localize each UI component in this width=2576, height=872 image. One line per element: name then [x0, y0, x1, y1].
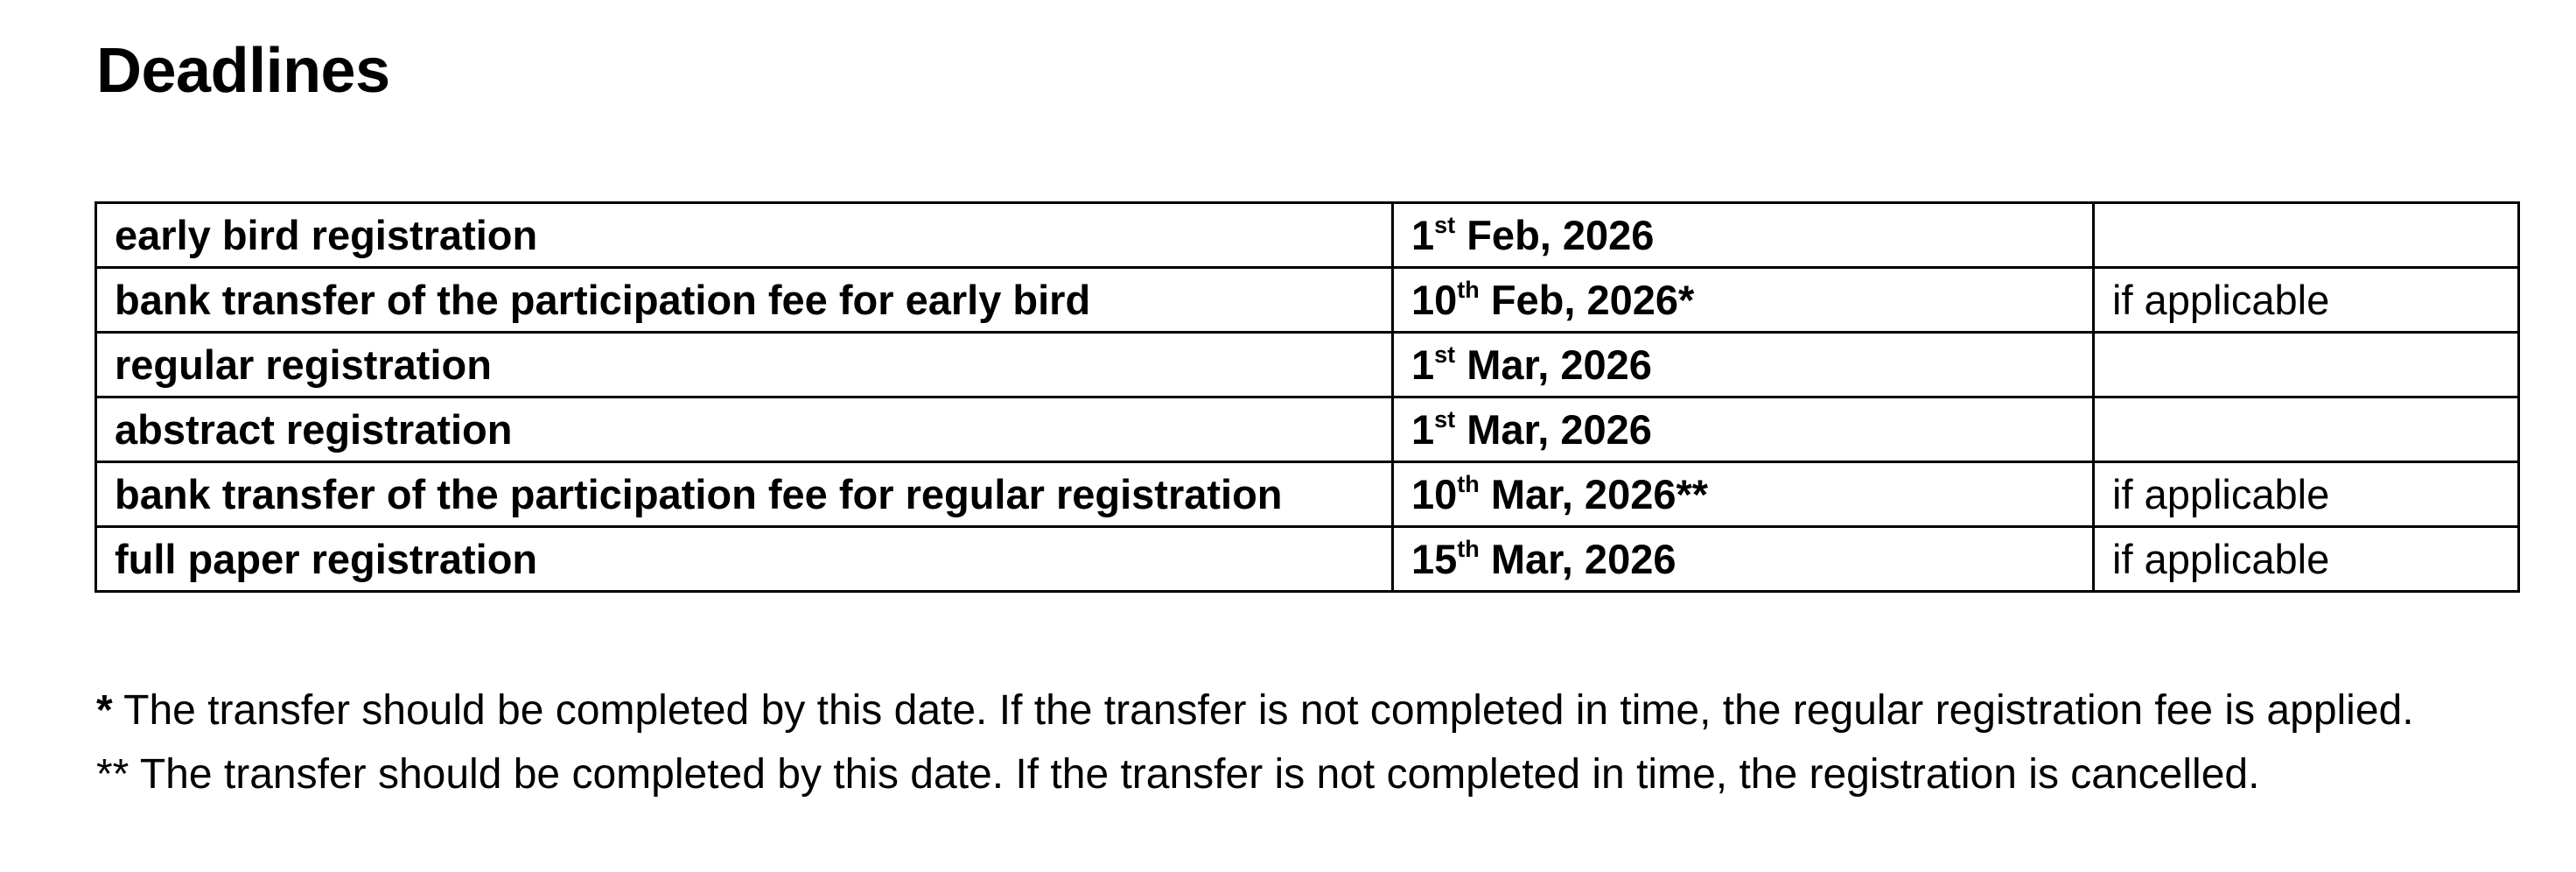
date-day: 1: [1411, 341, 1435, 388]
event-cell: regular registration: [96, 333, 1393, 397]
table-row: [96, 397, 2519, 462]
date-day: 1: [1411, 212, 1435, 258]
footnote-text: The transfer should be completed by this date. If the transfer is not completed in time, the registration is cancelled.: [129, 751, 2260, 798]
page-title: Deadlines: [96, 36, 390, 106]
footnote-marker: **: [96, 751, 130, 798]
date-ordinal-suffix: st: [1434, 212, 1456, 239]
footnote-early-bird: [96, 679, 2414, 742]
event-cell: bank transfer of the participation fee for early bird: [96, 268, 1393, 333]
event-cell: early bird registration: [96, 203, 1393, 268]
date-day: 15: [1411, 536, 1458, 582]
date-cell: [1393, 527, 2094, 592]
event-cell: abstract registration: [96, 397, 1393, 462]
footnote-text: The transfer should be completed by this date. If the transfer is not completed in time, the regular registration fee is applied.: [112, 687, 2414, 734]
footnote-marker: *: [96, 687, 113, 734]
note-cell: [2094, 203, 2519, 268]
footnote-regular: [96, 742, 2414, 806]
date-ordinal-suffix: th: [1457, 471, 1480, 498]
date-cell: [1393, 333, 2094, 397]
table-row: [96, 268, 2519, 333]
date-month-year: Mar, 2026: [1455, 341, 1652, 388]
note-cell: [2094, 333, 2519, 397]
date-cell: [1393, 397, 2094, 462]
event-cell: full paper registration: [96, 527, 1393, 592]
table-row: [96, 203, 2519, 268]
date-ordinal-suffix: th: [1457, 277, 1480, 304]
date-month-year: Feb, 2026: [1455, 212, 1655, 258]
table-row: [96, 527, 2519, 592]
date-ordinal-suffix: st: [1434, 406, 1456, 433]
table-row: [96, 333, 2519, 397]
date-month-year: Mar, 2026: [1479, 536, 1676, 582]
date-day: 10: [1411, 471, 1458, 517]
footnotes: [96, 679, 2414, 806]
date-month-year: Mar, 2026**: [1479, 471, 1709, 517]
note-cell: if applicable: [2094, 268, 2519, 333]
deadlines-table: [94, 201, 2520, 593]
note-cell: if applicable: [2094, 462, 2519, 527]
date-day: 1: [1411, 406, 1435, 453]
note-cell: if applicable: [2094, 527, 2519, 592]
event-cell: bank transfer of the participation fee for regular registration: [96, 462, 1393, 527]
date-cell: [1393, 462, 2094, 527]
date-month-year: Feb, 2026*: [1479, 277, 1695, 323]
date-ordinal-suffix: st: [1434, 341, 1456, 369]
note-cell: [2094, 397, 2519, 462]
date-month-year: Mar, 2026: [1455, 406, 1652, 453]
table-row: [96, 462, 2519, 527]
date-cell: [1393, 268, 2094, 333]
date-ordinal-suffix: th: [1457, 536, 1480, 563]
date-cell: [1393, 203, 2094, 268]
date-day: 10: [1411, 277, 1458, 323]
